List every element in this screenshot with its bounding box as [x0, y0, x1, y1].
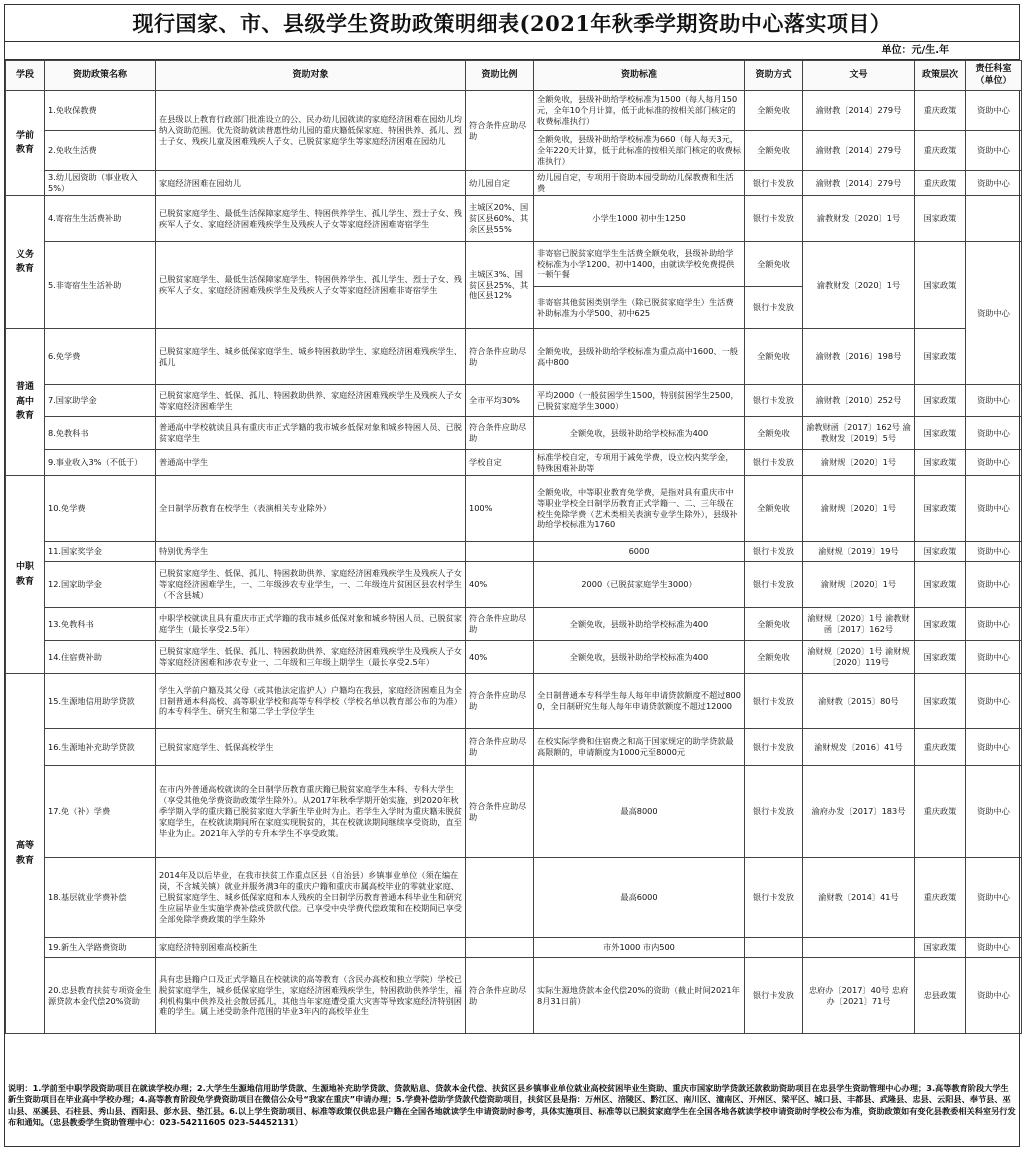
policy-name: 17.免（补）学费 — [45, 766, 156, 858]
policy-office: 资助中心 — [966, 417, 1022, 450]
page-title: 现行国家、市、县级学生资助政策明细表(2021年秋季学期资助中心落实项目） — [5, 5, 1019, 42]
policy-doc: 渝教财发〔2020〕1号 — [803, 196, 915, 242]
policy-target: 特别优秀学生 — [156, 542, 466, 562]
policy-level: 忠县政策 — [915, 958, 966, 1034]
col-header: 责任科室（单位） — [966, 61, 1022, 91]
policy-standard: 标准学校自定，专项用于减免学费，设立校内奖学金，特殊困难补助等 — [534, 450, 745, 476]
stage-cell: 高等教育 — [6, 674, 45, 1034]
policy-target: 在市内外普通高校就读的全日制学历教育重庆籍已脱贫家庭学生本科、专科大学生（享受其他免学费资助政策学生除外）。从2017年秋季学期开始实施，到2020年秋季学期入学的重庆籍已脱贫家庭大学新生毕业时为止。若学生入学时为重庆籍未脱贫家庭学生，在校就读期间所在家庭实现脱贫的，其在校就读期间继续享受资助，直至毕业为止。2021年入学的专升本学生不享受政策。 — [156, 766, 466, 858]
policy-method: 银行卡发放 — [745, 729, 803, 766]
policy-office: 资助中心 — [966, 242, 1022, 385]
unit-label: 单位：元/生.年 — [5, 42, 1019, 60]
policy-standard: 全额免收，县级补助给学校标准为重点高中1600、一般高中800 — [534, 329, 745, 385]
table-row — [6, 641, 1022, 674]
policy-level: 重庆政策 — [915, 766, 966, 858]
policy-method: 全额免收 — [745, 131, 803, 171]
policy-ratio: 幼儿园自定 — [466, 171, 534, 196]
policy-ratio: 符合条件应助尽助 — [466, 91, 534, 171]
policy-method: 银行卡发放 — [745, 385, 803, 417]
policy-method: 银行卡发放 — [745, 287, 803, 329]
policy-level: 重庆政策 — [915, 131, 966, 171]
policy-name: 13.免教科书 — [45, 608, 156, 641]
policy-ratio: 符合条件应助尽助 — [466, 766, 534, 858]
policy-doc: 渝财规〔2020〕1号 渝财规〔2020〕119号 — [803, 641, 915, 674]
policy-standard: 全额免收，县级补助给学校标准为400 — [534, 608, 745, 641]
policy-ratio: 符合条件应助尽助 — [466, 329, 534, 385]
stage-cell: 中职教育 — [6, 476, 45, 674]
table-row — [6, 766, 1022, 858]
policy-method: 全额免收 — [745, 329, 803, 385]
policy-office: 资助中心 — [966, 641, 1022, 674]
table-row — [6, 858, 1022, 938]
policy-name: 19.新生入学路费资助 — [45, 938, 156, 958]
policy-table — [5, 60, 1022, 1034]
policy-level: 国家政策 — [915, 329, 966, 385]
policy-name: 15.生源地信用助学贷款 — [45, 674, 156, 729]
policy-office: 资助中心 — [966, 450, 1022, 476]
policy-name: 8.免教科书 — [45, 417, 156, 450]
policy-target: 在县级以上教育行政部门批准设立的公、民办幼儿园就读的家庭经济困难在园幼儿均纳入资助范围。优先资助就读普惠性幼儿园的重庆籍低保家庭、特困供养、孤儿、烈士子女、残疾儿童及困难残疾人子女、已脱贫家庭学生等家庭经济困难在园幼儿 — [156, 91, 466, 171]
col-header: 资助政策名称 — [45, 61, 156, 91]
policy-method: 全额免收 — [745, 608, 803, 641]
policy-target: 已脱贫家庭学生、低保高校学生 — [156, 729, 466, 766]
col-header: 资助标准 — [534, 61, 745, 91]
table-row — [6, 450, 1022, 476]
policy-target: 已脱贫家庭学生、低保、孤儿、特困救助供养、家庭经济困难残疾学生及残疾人子女等家庭经济困难和涉农专业一、二年级和三年级上期学生（最长享受2.5年） — [156, 641, 466, 674]
policy-office: 资助中心 — [966, 958, 1022, 1034]
policy-standard: 全日制普通本专科学生每人每年申请贷款额度不超过8000，全日制研究生每人每年申请贷款额度不超过12000 — [534, 674, 745, 729]
table-row — [6, 417, 1022, 450]
policy-office: 资助中心 — [966, 608, 1022, 641]
col-header: 学段 — [6, 61, 45, 91]
policy-level: 重庆政策 — [915, 91, 966, 131]
policy-method: 银行卡发放 — [745, 196, 803, 242]
policy-name: 4.寄宿生生活费补助 — [45, 196, 156, 242]
policy-standard: 6000 — [534, 542, 745, 562]
policy-level: 国家政策 — [915, 385, 966, 417]
policy-target: 已脱贫家庭学生、低保、孤儿、特困救助供养、家庭经济困难残疾学生及残疾人子女等家庭经济困难学生 — [156, 385, 466, 417]
policy-method: 银行卡发放 — [745, 562, 803, 608]
policy-standard: 全额免收，县级补助给学校标准为400 — [534, 417, 745, 450]
policy-target: 普通高中学生 — [156, 450, 466, 476]
policy-ratio: 符合条件应助尽助 — [466, 674, 534, 729]
policy-standard: 最高8000 — [534, 766, 745, 858]
policy-target: 已脱贫家庭学生、最低生活保障家庭学生、特困供养学生、孤儿学生、烈士子女、残疾军人子女、家庭经济困难残疾学生及残疾人子女等家庭经济困难寄宿学生 — [156, 196, 466, 242]
policy-standard: 全额免收，县级补助给学校标准为660（每人每天3元，全年220天计算，低于此标准的按相关部门核定的收费标准执行） — [534, 131, 745, 171]
policy-name: 16.生源地补充助学贷款 — [45, 729, 156, 766]
policy-standard: 全额免收，县级补助给学校标准为400 — [534, 641, 745, 674]
policy-ratio: 全市平均30% — [466, 385, 534, 417]
policy-office: 资助中心 — [966, 385, 1022, 417]
col-header: 政策层次 — [915, 61, 966, 91]
policy-doc: 渝财教〔2014〕279号 — [803, 171, 915, 196]
policy-target: 家庭经济特别困难高校新生 — [156, 938, 466, 958]
policy-level: 国家政策 — [915, 196, 966, 242]
policy-target: 已脱贫家庭学生、最低生活保障家庭学生、特困供养学生、孤儿学生、烈士子女、残疾军人子女、家庭经济困难残疾学生及残疾人子女等家庭经济困难非寄宿学生 — [156, 242, 466, 329]
policy-office: 资助中心 — [966, 171, 1022, 196]
policy-target: 家庭经济困难在园幼儿 — [156, 171, 466, 196]
policy-doc: 渝财规〔2020〕1号 渝教财函〔2017〕162号 — [803, 608, 915, 641]
policy-level: 国家政策 — [915, 562, 966, 608]
policy-ratio: 40% — [466, 562, 534, 608]
policy-sheet — [4, 4, 1020, 1147]
policy-doc: 渝财规〔2020〕1号 — [803, 562, 915, 608]
table-row — [6, 329, 1022, 385]
policy-standard: 最高6000 — [534, 858, 745, 938]
policy-office: 资助中心 — [966, 938, 1022, 958]
col-header: 文号 — [803, 61, 915, 91]
table-row — [6, 562, 1022, 608]
col-header: 资助比例 — [466, 61, 534, 91]
policy-method: 全额免收 — [745, 641, 803, 674]
policy-level: 重庆政策 — [915, 729, 966, 766]
policy-level: 国家政策 — [915, 542, 966, 562]
policy-standard: 非寄宿已脱贫家庭学生生活费全额免收，县级补助给学校标准为小学1200、初中1400，由就读学校免费提供一顿午餐 — [534, 242, 745, 287]
policy-ratio: 符合条件应助尽助 — [466, 729, 534, 766]
policy-ratio — [466, 938, 534, 958]
policy-standard: 全额免收，县级补助给学校标准为1500（每人每月150元，全年10个月计算，低于此标准的按相关部门核定的收费标准执行） — [534, 91, 745, 131]
policy-office: 资助中心 — [966, 766, 1022, 858]
policy-target: 已脱贫家庭学生、低保、孤儿、特困救助供养、家庭经济困难残疾学生及残疾人子女等家庭经济困难学生，一、二年级涉农专业学生，一、二年级连片贫困区县农村学生（不含县城） — [156, 562, 466, 608]
policy-doc: 渝财规〔2020〕1号 — [803, 450, 915, 476]
policy-name: 10.免学费 — [45, 476, 156, 542]
table-row — [6, 608, 1022, 641]
policy-level: 国家政策 — [915, 938, 966, 958]
policy-ratio: 符合条件应助尽助 — [466, 417, 534, 450]
policy-doc — [803, 938, 915, 958]
policy-office: 资助中心 — [966, 562, 1022, 608]
policy-ratio: 学校自定 — [466, 450, 534, 476]
policy-name: 5.非寄宿生生活补助 — [45, 242, 156, 329]
policy-method: 银行卡发放 — [745, 766, 803, 858]
stage-cell: 普通高中教育 — [6, 329, 45, 476]
policy-standard: 平均2000（一般贫困学生1500，特别贫困学生2500，已脱贫家庭学生3000） — [534, 385, 745, 417]
policy-doc: 渝财教〔2014〕279号 — [803, 91, 915, 131]
policy-method: 银行卡发放 — [745, 171, 803, 196]
policy-level: 国家政策 — [915, 608, 966, 641]
table-row — [6, 196, 1022, 242]
col-header: 资助对象 — [156, 61, 466, 91]
policy-target: 中职学校就读且具有重庆市正式学籍的我市城乡低保对象和城乡特困人员、已脱贫家庭学生（最长享受2.5年） — [156, 608, 466, 641]
policy-target: 学生入学前户籍及其父母（或其他法定监护人）户籍均在我县，家庭经济困难且为全日制普通本科高校、高等职业学校和高等专科学校（学校名单以教育部公布的为准）的本专科学生、研究生和第二学士学位学生 — [156, 674, 466, 729]
policy-office: 资助中心 — [966, 542, 1022, 562]
table-row — [6, 242, 1022, 287]
policy-name: 7.国家助学金 — [45, 385, 156, 417]
policy-ratio — [466, 542, 534, 562]
policy-method: 银行卡发放 — [745, 450, 803, 476]
header-row — [6, 61, 1022, 91]
table-row — [6, 938, 1022, 958]
policy-level: 国家政策 — [915, 450, 966, 476]
policy-target: 全日制学历教育在校学生（表演相关专业除外） — [156, 476, 466, 542]
policy-target: 2014年及以后毕业，在我市扶贫工作重点区县（自治县）乡镇事业单位（须在编在岗，不含城关镇）就业并服务满3年的重庆户籍和重庆市属高校毕业的零就业家庭、已脱贫家庭学生、城乡低保家庭和本人残疾的全日制学历教育普通本科毕业生和研究生应届毕业生实施学费补偿或贷款代偿。已享受中央学费代偿政策和在校期间已享受全部免除学费政策的学生除外 — [156, 858, 466, 938]
policy-level: 重庆政策 — [915, 171, 966, 196]
policy-target: 普通高中学校就读且具有重庆市正式学籍的我市城乡低保对象和城乡特困人员、已脱贫家庭学生 — [156, 417, 466, 450]
policy-standard: 幼儿园自定，专项用于资助本园受助幼儿保教费和生活费 — [534, 171, 745, 196]
policy-name: 9.事业收入3%（不低于） — [45, 450, 156, 476]
policy-doc: 渝财教〔2015〕80号 — [803, 674, 915, 729]
policy-standard: 全额免收，中等职业教育免学费，是指对具有重庆市中等职业学校全日制学历教育正式学籍一、二、三年级在校生免除学费（艺术类相关表演专业学生除外），县级补助给学校标准为1760 — [534, 476, 745, 542]
policy-ratio: 符合条件应助尽助 — [466, 608, 534, 641]
policy-standard: 小学生1000 初中生1250 — [534, 196, 745, 242]
policy-method: 银行卡发放 — [745, 858, 803, 938]
policy-doc: 渝财教〔2014〕41号 — [803, 858, 915, 938]
policy-office: 资助中心 — [966, 476, 1022, 542]
policy-office: 资助中心 — [966, 91, 1022, 131]
policy-method: 银行卡发放 — [745, 542, 803, 562]
policy-doc: 渝财教〔2016〕198号 — [803, 329, 915, 385]
policy-name: 18.基层就业学费补偿 — [45, 858, 156, 938]
policy-office: 资助中心 — [966, 858, 1022, 938]
policy-standard: 2000（已脱贫家庭学生3000） — [534, 562, 745, 608]
policy-method — [745, 938, 803, 958]
table-row — [6, 91, 1022, 131]
policy-doc: 渝财教〔2010〕252号 — [803, 385, 915, 417]
policy-office — [966, 196, 1022, 242]
table-row — [6, 171, 1022, 196]
policy-target: 已脱贫家庭学生、城乡低保家庭学生、城乡特困救助学生、家庭经济困难残疾学生、孤儿 — [156, 329, 466, 385]
table-row — [6, 542, 1022, 562]
table-row — [6, 729, 1022, 766]
policy-doc: 渝财教〔2014〕279号 — [803, 131, 915, 171]
policy-level: 重庆政策 — [915, 858, 966, 938]
policy-level: 国家政策 — [915, 674, 966, 729]
table-row — [6, 958, 1022, 1034]
policy-name: 1.免收保教费 — [45, 91, 156, 131]
policy-doc: 渝财规发〔2016〕41号 — [803, 729, 915, 766]
policy-office: 资助中心 — [966, 674, 1022, 729]
table-row — [6, 674, 1022, 729]
policy-doc: 渝财规〔2019〕19号 — [803, 542, 915, 562]
policy-ratio: 40% — [466, 641, 534, 674]
policy-ratio: 主城区3%、国贫区县25%、其他区县12% — [466, 242, 534, 329]
table-row — [6, 476, 1022, 542]
policy-doc: 渝财规〔2020〕1号 — [803, 476, 915, 542]
policy-name: 2.免收生活费 — [45, 131, 156, 171]
policy-ratio — [466, 858, 534, 938]
policy-ratio: 主城区20%、国贫区县60%、其余区县55% — [466, 196, 534, 242]
policy-standard: 在校实际学费和住宿费之和高于国家规定的助学贷款最高限额的，申请额度为1000元至8000元 — [534, 729, 745, 766]
policy-name: 11.国家奖学金 — [45, 542, 156, 562]
col-header: 资助方式 — [745, 61, 803, 91]
policy-standard: 非寄宿其他贫困类别学生（除已脱贫家庭学生）生活费补助标准为小学500、初中625 — [534, 287, 745, 329]
policy-office: 资助中心 — [966, 729, 1022, 766]
policy-name: 3.幼儿园资助（事业收入5%） — [45, 171, 156, 196]
stage-cell: 学前教育 — [6, 91, 45, 196]
policy-ratio: 100% — [466, 476, 534, 542]
policy-doc: 渝教财发〔2020〕1号 — [803, 242, 915, 329]
policy-method: 全额免收 — [745, 91, 803, 131]
policy-standard: 实际生源地贷款本金代偿20%的资助（截止时间2021年8月31日前） — [534, 958, 745, 1034]
policy-target: 具有忠县籍户口及正式学籍且在校就读的高等教育（含民办高校和独立学院）学校已脱贫家庭学生，城乡低保家庭学生，家庭经济困难残疾学生，特困救助供养学生，福利机构集中供养及社会散居孤儿，其他当年家庭遭受重大灾害等导致家庭经济特别困难的学生。属上述受助条件范围的毕业3年内的高校毕业生 — [156, 958, 466, 1034]
policy-standard: 市外1000 市内500 — [534, 938, 745, 958]
policy-doc: 忠府办〔2017〕40号 忠府办〔2021〕71号 — [803, 958, 915, 1034]
stage-cell: 义务教育 — [6, 196, 45, 329]
policy-method: 全额免收 — [745, 417, 803, 450]
policy-method: 全额免收 — [745, 242, 803, 287]
policy-ratio: 符合条件应助尽助 — [466, 958, 534, 1034]
policy-doc: 渝府办发〔2017〕183号 — [803, 766, 915, 858]
policy-level: 国家政策 — [915, 476, 966, 542]
policy-name: 20.忠县教育扶贫专项资金生源贷款本金代偿20%资助 — [45, 958, 156, 1034]
policy-doc: 渝教财函〔2017〕162号 渝教财发〔2019〕5号 — [803, 417, 915, 450]
policy-name: 12.国家助学金 — [45, 562, 156, 608]
policy-method: 全额免收 — [745, 476, 803, 542]
policy-level: 国家政策 — [915, 641, 966, 674]
policy-office: 资助中心 — [966, 131, 1022, 171]
policy-level: 国家政策 — [915, 242, 966, 329]
policy-method: 银行卡发放 — [745, 674, 803, 729]
table-row — [6, 385, 1022, 417]
policy-name: 14.住宿费补助 — [45, 641, 156, 674]
policy-level: 国家政策 — [915, 417, 966, 450]
policy-method: 银行卡发放 — [745, 958, 803, 1034]
footnotes: 说明：1.学前至中职学段资助项目在就读学校办理；2.大学生生源地信用助学贷款、生源地补充助学贷款、贷款贴息、贷款本金代偿、扶贫区县乡镇事业单位就业高校贫困毕业生资助、重庆市国家助学贷款还款救助资助项目在忠县学生资助管理中心办理；3.高等教育阶段大学生新生资助项目在毕业高中学校办理；4.高等教育阶段免学费资助项目在微信公众号“我家在重庆”申请办理；5.学费补偿助学贷款代偿资助项目，扶贫区县是指：万州区、涪陵区、黔江区、南川区、潼南区、开州区、梁平区、城口县、丰都县、武隆县、忠县、云阳县、奉节县、巫山县、巫溪县、石柱县、秀山县、酉阳县、彭水县、垫江县。6.以上学生资助项目、标准等政策仅供忠县户籍在全国各地就读学生申请资助时参考，具体实施项目、标准等以已脱贫家庭学生在全国各地各就读学校申请资助时学校公布为准，资助政策如有变化县教委相关科室另行发布和通知。（忠县教委学生资助管理中心：023-54211605 023-54452131） — [8, 1083, 1016, 1127]
policy-name: 6.免学费 — [45, 329, 156, 385]
